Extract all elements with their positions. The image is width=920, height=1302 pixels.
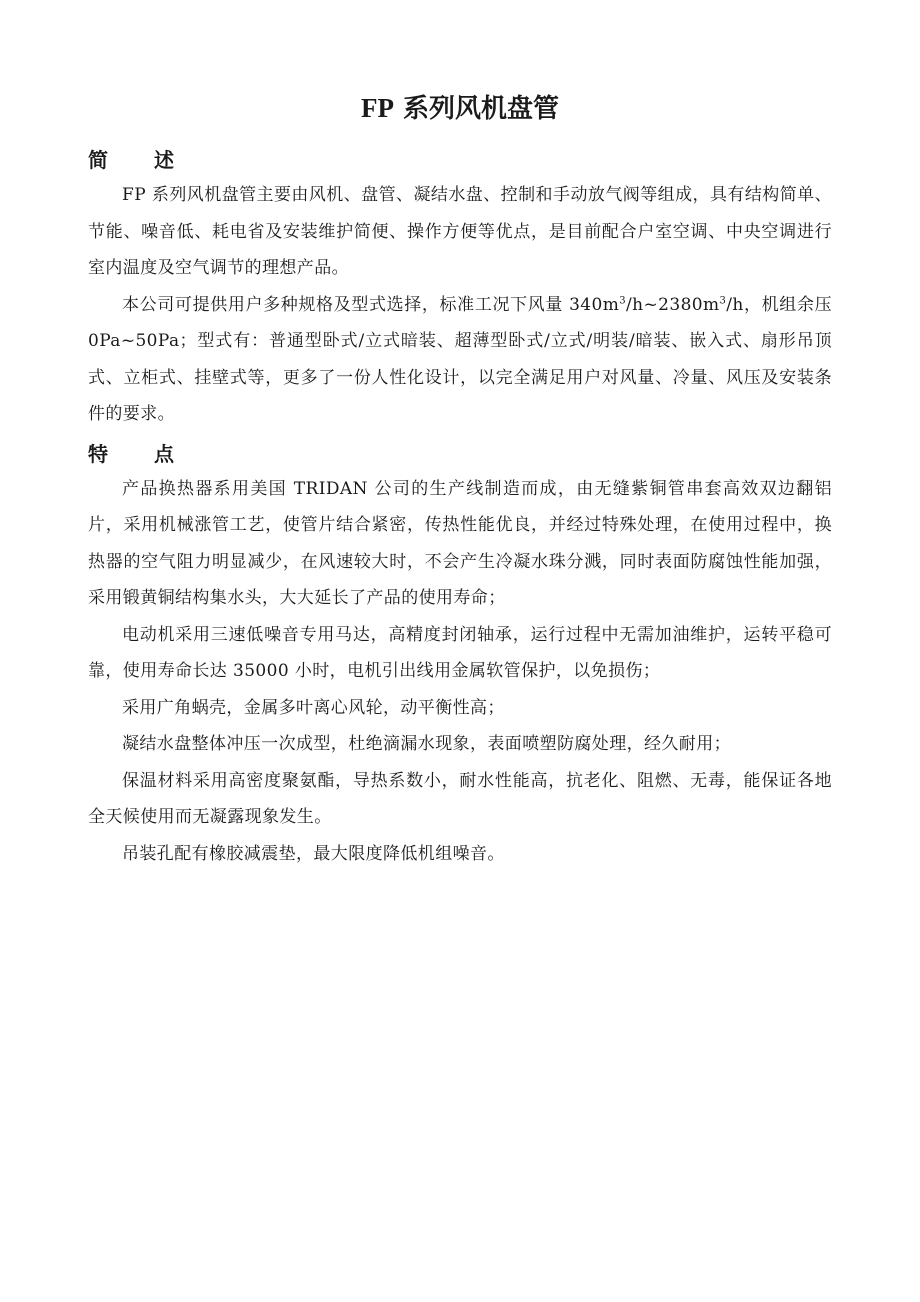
overview-p2-before: 本公司可提供用户多种规格及型式选择，标准工况下风量 340m [122, 294, 620, 315]
section-heading-overview: 简述 [88, 148, 220, 172]
superscript-3b: 3 [719, 294, 727, 306]
title-latin: FP [360, 93, 394, 123]
superscript-3a: 3 [619, 294, 627, 306]
overview-p2-after: /h，机组余压 0Pa~50Pa；型式有：普通型卧式/立式暗装、超薄型卧式/立式/明装/暗装、嵌入式、扇形吊顶式、立柜式、挂壁式等，更多了一份人性化设计，以完全满足用户对风量、冷量、风压及安装条件的要求。 [88, 294, 832, 424]
features-paragraph-4: 凝结水盘整体冲压一次成型，杜绝滴漏水现象，表面喷塑防腐处理，经久耐用； [122, 734, 731, 754]
features-paragraph-6: 吊装孔配有橡胶减震垫，最大限度降低机组噪音。 [122, 843, 505, 864]
features-paragraph-3: 采用广角蜗壳，金属多叶离心风轮，动平衡性高； [122, 697, 505, 718]
overview-p2-mid: /h~2380m [626, 294, 720, 315]
title-cn: 系列风机盘管 [393, 94, 560, 124]
section-heading-features: 特点 [88, 441, 220, 466]
features-paragraph-5: 保温材料采用高密度聚氨酯，导热系数小，耐水性能高，抗老化、阻燃、无毒，能保证各地全天候使用而无凝露现象发生。 [88, 770, 832, 827]
overview-paragraph-2 [88, 287, 832, 433]
overview-paragraph-1: FP 系列风机盘管主要由风机、盘管、凝结水盘、控制和手动放气阀等组成，具有结构简单、节能、噪音低、耗电省及安装维护简便、操作方便等优点，是目前配合户室空调、中央空调进行室内温度及空气调节的理想产品。 [88, 185, 832, 278]
features-paragraph-2: 电动机采用三速低噪音专用马达，高精度封闭轴承，运行过程中无需加油维护，运转平稳可靠，使用寿命长达 35000 小时，电机引出线用金属软管保护，以免损伤； [88, 624, 832, 681]
page-title [88, 88, 832, 129]
features-paragraph-1: 产品换热器系用美国 TRIDAN 公司的生产线制造而成，由无缝紫铜管串套高效双边翻铝片，采用机械涨管工艺，使管片结合紧密，传热性能优良，并经过特殊处理，在使用过程中，换热器的空气阻力明显减少，在风速较大时，不会产生冷凝水珠分溅，同时表面防腐蚀性能加强，采用锻黄铜结构集水头，大大延长了产品的使用寿命； [88, 478, 832, 608]
